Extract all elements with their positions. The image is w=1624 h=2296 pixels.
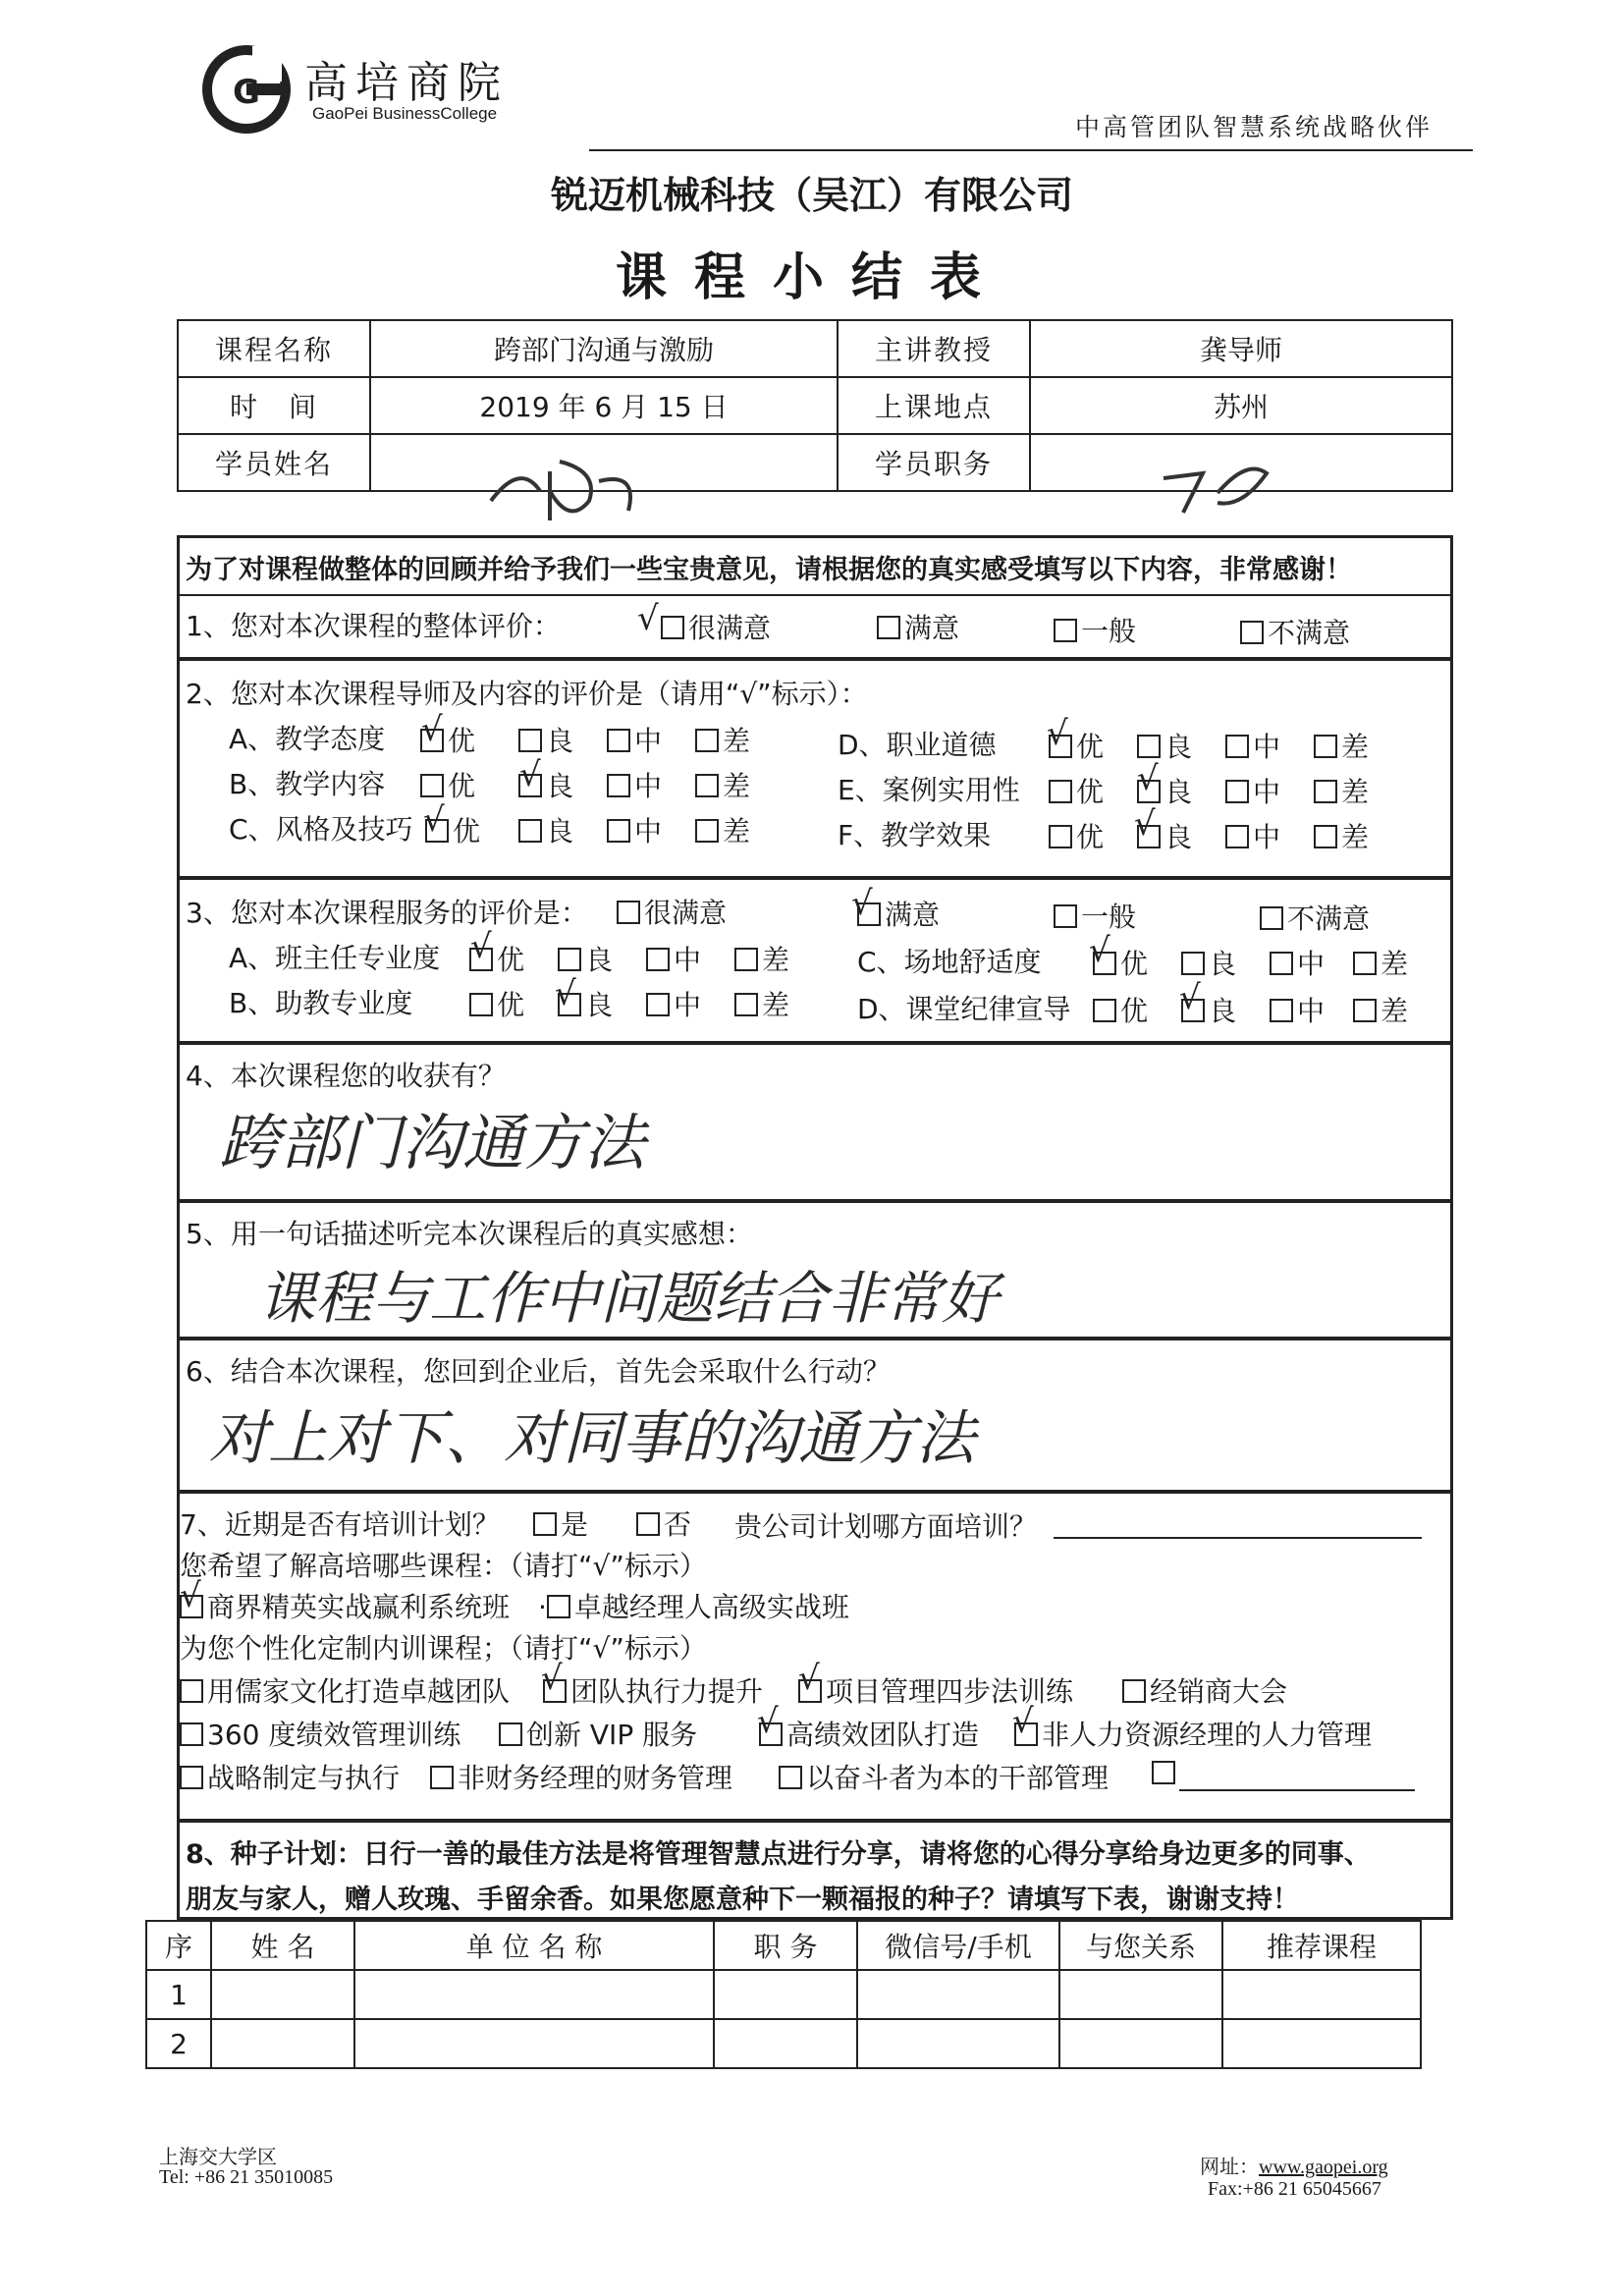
q8-text-line1: 8、种子计划：日行一善的最佳方法是将管理智慧点进行分享，请将您的心得分享给身边更多的同事、 bbox=[186, 1839, 1371, 1870]
section-q2 bbox=[177, 658, 1453, 879]
q2-a-check-mark: √ bbox=[421, 710, 443, 749]
section-overall bbox=[177, 535, 1453, 660]
q7-public-course-2[interactable]: · 卓越经理人高级实战班 bbox=[538, 1591, 849, 1623]
q3-item-d: D、课堂纪律宣导 bbox=[857, 993, 1071, 1025]
form-title: 课程小结表 bbox=[615, 248, 1008, 307]
custom-non-hr-check: √ bbox=[1012, 1702, 1034, 1741]
custom-course-high-performance-team[interactable]: 高绩效团队打造 bbox=[759, 1714, 979, 1753]
q2-f-grade-good[interactable]: 良 bbox=[1137, 816, 1192, 855]
seed-cell[interactable] bbox=[1059, 2019, 1222, 2068]
section-q8 bbox=[177, 1820, 1453, 1920]
custom-course-non-finance[interactable]: 非财务经理的财务管理 bbox=[430, 1757, 732, 1796]
custom-high-performance-check: √ bbox=[757, 1702, 779, 1741]
q2-b-grade-poor[interactable]: 差 bbox=[695, 765, 750, 804]
section-q6 bbox=[177, 1338, 1453, 1493]
q2-b-check-mark: √ bbox=[519, 755, 541, 794]
gaopei-logo-icon bbox=[201, 44, 292, 135]
q2-a-grade-good[interactable]: 良 bbox=[518, 720, 573, 759]
q7-question: 7、近期是否有培训计划？ bbox=[180, 1508, 500, 1541]
q2-item-b: B、教学内容 bbox=[229, 768, 386, 800]
teacher-value: 龚导师 bbox=[1030, 320, 1452, 377]
course-name-value: 跨部门沟通与激励 bbox=[370, 320, 838, 377]
q3-item-c: C、场地舒适度 bbox=[857, 946, 1042, 978]
seed-header-position: 职 务 bbox=[714, 1921, 857, 1970]
custom-course-confucian-team[interactable]: 用儒家文化打造卓越团队 bbox=[180, 1670, 510, 1710]
seed-cell[interactable] bbox=[1059, 1970, 1222, 2019]
q3-b-check-mark: √ bbox=[555, 974, 576, 1013]
student-position-label: 学员职务 bbox=[838, 434, 1030, 491]
time-value: 2019 年 6 月 15 日 bbox=[370, 377, 838, 434]
q3-a-grade-fair[interactable]: 中 bbox=[646, 939, 701, 978]
q7-public-course-1[interactable]: 商界精英实战赢利系统班 bbox=[180, 1586, 510, 1625]
q3-b-grade-fair[interactable]: 中 bbox=[646, 984, 701, 1023]
intro-text: 为了对课程做整体的回顾并给予我们一些宝贵意见，请根据您的真实感受填写以下内容，非常感谢！ bbox=[186, 555, 1352, 585]
footer-fax: Fax:+86 21 65045667 bbox=[1208, 2178, 1381, 2200]
seed-cell[interactable] bbox=[1222, 2019, 1421, 2068]
q2-a-grade-excellent[interactable]: 优 bbox=[420, 720, 475, 759]
seed-row-no: 2 bbox=[146, 2019, 211, 2068]
q3-check-mark: √ bbox=[851, 884, 873, 923]
q3-option-satisfied[interactable]: 满意 bbox=[857, 894, 940, 933]
q2-f-grade-fair[interactable]: 中 bbox=[1225, 816, 1280, 855]
q2-e-grade-fair[interactable]: 中 bbox=[1225, 771, 1280, 810]
q3-d-grade-good[interactable]: 良 bbox=[1181, 990, 1236, 1029]
q2-d-grade-fair[interactable]: 中 bbox=[1225, 726, 1280, 765]
q6-answer[interactable]: 对上对下、对同事的沟通方法 bbox=[209, 1404, 975, 1473]
q2-d-grade-excellent[interactable]: 优 bbox=[1049, 726, 1104, 765]
section-q7 bbox=[177, 1491, 1453, 1822]
q2-d-check-mark: √ bbox=[1047, 714, 1068, 753]
course-name-label: 课程名称 bbox=[178, 320, 370, 377]
logo-chinese-name: 高培商院 bbox=[304, 58, 509, 108]
section-q5 bbox=[177, 1200, 1453, 1339]
student-signature-scribble bbox=[481, 432, 668, 530]
q2-item-c: C、风格及技巧 bbox=[229, 813, 413, 846]
seed-cell[interactable] bbox=[1222, 1970, 1421, 2019]
section-q3 bbox=[177, 877, 1453, 1044]
footer-website: 网址：www.gaopei.org bbox=[1200, 2157, 1388, 2178]
q8-text-line2: 朋友与家人，赠人玫瑰、手留余香。如果您愿意种下一颗福报的种子？请填写下表，谢谢支持！ bbox=[186, 1885, 1299, 1915]
seed-cell[interactable] bbox=[857, 2019, 1059, 2068]
q7-public-course-1-check: √ bbox=[180, 1576, 201, 1615]
q4-question: 4、本次课程您的收获有？ bbox=[186, 1060, 506, 1092]
custom-course-360-performance[interactable]: 360 度绩效管理训练 bbox=[180, 1714, 460, 1753]
company-name: 锐迈机械科技（吴江）有限公司 bbox=[550, 174, 1073, 217]
custom-course-project-management[interactable]: 项目管理四步法训练 bbox=[798, 1670, 1073, 1710]
q2-a-grade-poor[interactable]: 差 bbox=[695, 720, 750, 759]
footer-campus: 上海交大学区 bbox=[159, 2147, 277, 2168]
q3-question: 3、您对本次课程服务的评价是： bbox=[186, 897, 588, 929]
custom-project-management-check: √ bbox=[798, 1659, 820, 1698]
q2-item-d: D、职业道德 bbox=[838, 729, 997, 761]
q2-a-grade-fair[interactable]: 中 bbox=[607, 720, 662, 759]
seed-header-company: 单 位 名 称 bbox=[354, 1921, 714, 1970]
q1-option-average[interactable]: 一般 bbox=[1054, 610, 1136, 649]
table-row bbox=[146, 2019, 1421, 2068]
q3-c-grade-excellent[interactable]: 优 bbox=[1093, 943, 1148, 982]
seed-cell[interactable] bbox=[211, 1970, 354, 2019]
q2-f-check-mark: √ bbox=[1134, 804, 1156, 844]
q3-d-grade-poor[interactable]: 差 bbox=[1353, 990, 1408, 1029]
custom-course-non-hr-management[interactable]: 非人力资源经理的人力管理 bbox=[1014, 1714, 1372, 1753]
q1-question: 1、您对本次课程的整体评价： bbox=[186, 610, 561, 642]
q7-custom-text: 为您个性化定制内训课程；（请打“√”标示） bbox=[180, 1632, 707, 1665]
q3-a-grade-excellent[interactable]: 优 bbox=[469, 939, 524, 978]
q5-question: 5、用一句话描述听完本次课程后的真实感想： bbox=[186, 1218, 753, 1250]
q2-f-grade-excellent[interactable]: 优 bbox=[1049, 816, 1104, 855]
logo-english-name: GaoPei BusinessCollege bbox=[312, 104, 498, 123]
teacher-label: 主讲教授 bbox=[838, 320, 1030, 377]
custom-course-vip-service[interactable]: 创新 VIP 服务 bbox=[499, 1714, 697, 1753]
q5-answer[interactable]: 课程与工作中问题结合非常好 bbox=[258, 1265, 1000, 1332]
q3-c-grade-poor[interactable]: 差 bbox=[1353, 943, 1408, 982]
q2-f-grade-poor[interactable]: 差 bbox=[1314, 816, 1369, 855]
place-label: 上课地点 bbox=[838, 377, 1030, 434]
q3-c-grade-fair[interactable]: 中 bbox=[1270, 943, 1325, 982]
table-row bbox=[146, 1970, 1421, 2019]
seed-header-wechat: 微信号/手机 bbox=[857, 1921, 1059, 1970]
q7-option-no[interactable]: 否 bbox=[636, 1503, 691, 1543]
q1-option-very-satisfied[interactable]: 很满意 bbox=[661, 607, 771, 646]
custom-team-execution-check: √ bbox=[541, 1659, 563, 1698]
q3-a-grade-poor[interactable]: 差 bbox=[734, 939, 789, 978]
q3-b-grade-poor[interactable]: 差 bbox=[734, 984, 789, 1023]
seed-header-course: 推荐课程 bbox=[1222, 1921, 1421, 1970]
q2-b-grade-fair[interactable]: 中 bbox=[607, 765, 662, 804]
q7-option-yes[interactable]: 是 bbox=[533, 1503, 588, 1543]
seed-header-no: 序 bbox=[146, 1921, 211, 1970]
q7-which-blank[interactable] bbox=[1054, 1537, 1422, 1539]
q2-d-grade-poor[interactable]: 差 bbox=[1314, 726, 1369, 765]
q1-option-satisfied[interactable]: 满意 bbox=[877, 607, 959, 646]
website-link[interactable]: www.gaopei.org bbox=[1259, 2157, 1388, 2178]
section-q4 bbox=[177, 1042, 1453, 1202]
q2-item-f: F、教学效果 bbox=[838, 819, 992, 851]
header-slogan: 中高管团队智慧系统战略伙伴 bbox=[1075, 113, 1434, 141]
custom-course-team-execution[interactable]: 团队执行力提升 bbox=[543, 1670, 763, 1710]
custom-course-striver-cadre[interactable]: 以奋斗者为本的干部管理 bbox=[779, 1757, 1109, 1796]
q2-c-grade-poor[interactable]: 差 bbox=[695, 810, 750, 849]
seed-cell[interactable] bbox=[714, 1970, 857, 2019]
q3-option-average[interactable]: 一般 bbox=[1054, 896, 1136, 935]
q3-c-grade-good[interactable]: 良 bbox=[1181, 943, 1236, 982]
seed-cell[interactable] bbox=[354, 2019, 714, 2068]
q3-a-grade-good[interactable]: 良 bbox=[558, 939, 613, 978]
q3-item-b: B、助教专业度 bbox=[229, 987, 413, 1019]
q1-check-mark: √ bbox=[637, 599, 659, 638]
seed-cell[interactable] bbox=[714, 2019, 857, 2068]
q3-item-a: A、班主任专业度 bbox=[229, 942, 441, 974]
student-name-label: 学员姓名 bbox=[178, 434, 370, 491]
seed-cell[interactable] bbox=[354, 1970, 714, 2019]
q4-answer[interactable]: 跨部门沟通方法 bbox=[219, 1107, 646, 1178]
custom-course-dealer-conference[interactable]: 经销商大会 bbox=[1122, 1670, 1287, 1710]
q2-e-grade-excellent[interactable]: 优 bbox=[1049, 771, 1104, 810]
q3-option-very-satisfied[interactable]: 很满意 bbox=[617, 892, 727, 931]
q2-d-grade-good[interactable]: 良 bbox=[1137, 726, 1192, 765]
q3-option-unsatisfied[interactable]: 不满意 bbox=[1260, 898, 1370, 937]
footer-tel: Tel: +86 21 35010085 bbox=[159, 2166, 334, 2188]
q3-b-grade-good[interactable]: 良 bbox=[558, 984, 613, 1023]
seed-row-no: 1 bbox=[146, 1970, 211, 2019]
q2-c-grade-good[interactable]: 良 bbox=[518, 810, 573, 849]
q2-question: 2、您对本次课程导师及内容的评价是（请用“√”标示）： bbox=[186, 678, 868, 710]
position-scribble bbox=[1159, 454, 1286, 522]
q2-item-e: E、案例实用性 bbox=[838, 774, 1020, 806]
seed-cell[interactable] bbox=[211, 2019, 354, 2068]
time-label: 时 间 bbox=[178, 377, 370, 434]
q6-question: 6、结合本次课程，您回到企业后，首先会采取什么行动？ bbox=[186, 1355, 891, 1388]
q3-b-grade-excellent[interactable]: 优 bbox=[469, 984, 524, 1023]
svg-text:G: G bbox=[233, 73, 260, 112]
q3-c-check-mark: √ bbox=[1089, 931, 1110, 970]
q2-e-grade-poor[interactable]: 差 bbox=[1314, 771, 1369, 810]
q2-c-check-mark: √ bbox=[423, 800, 445, 840]
custom-course-strategy[interactable]: 战略制定与执行 bbox=[180, 1757, 400, 1796]
place-value: 苏州 bbox=[1030, 377, 1452, 434]
q3-a-check-mark: √ bbox=[470, 927, 492, 966]
q2-item-a: A、教学态度 bbox=[229, 723, 386, 755]
q7-wish-text: 您希望了解高培哪些课程：（请打“√”标示） bbox=[180, 1550, 707, 1582]
seed-header-name: 姓 名 bbox=[211, 1921, 354, 1970]
seed-cell[interactable] bbox=[857, 1970, 1059, 2019]
q1-option-unsatisfied[interactable]: 不满意 bbox=[1240, 612, 1350, 651]
q3-d-grade-fair[interactable]: 中 bbox=[1270, 990, 1325, 1029]
seed-plan-table bbox=[145, 1920, 1422, 2069]
seed-header-relation: 与您关系 bbox=[1059, 1921, 1222, 1970]
q2-b-grade-excellent[interactable]: 优 bbox=[420, 765, 475, 804]
q2-b-grade-good[interactable]: 良 bbox=[518, 765, 573, 804]
q2-e-grade-good[interactable]: 良 bbox=[1137, 771, 1192, 810]
q2-e-check-mark: √ bbox=[1137, 759, 1159, 798]
q7-which-label: 贵公司计划哪方面培训？ bbox=[734, 1510, 1038, 1543]
header-divider bbox=[589, 149, 1473, 151]
q3-d-check-mark: √ bbox=[1179, 978, 1201, 1017]
q2-c-grade-excellent[interactable]: 优 bbox=[425, 810, 480, 849]
q2-c-grade-fair[interactable]: 中 bbox=[607, 810, 662, 849]
custom-course-other[interactable] bbox=[1152, 1757, 1415, 1791]
q3-d-grade-excellent[interactable]: 优 bbox=[1093, 990, 1148, 1029]
